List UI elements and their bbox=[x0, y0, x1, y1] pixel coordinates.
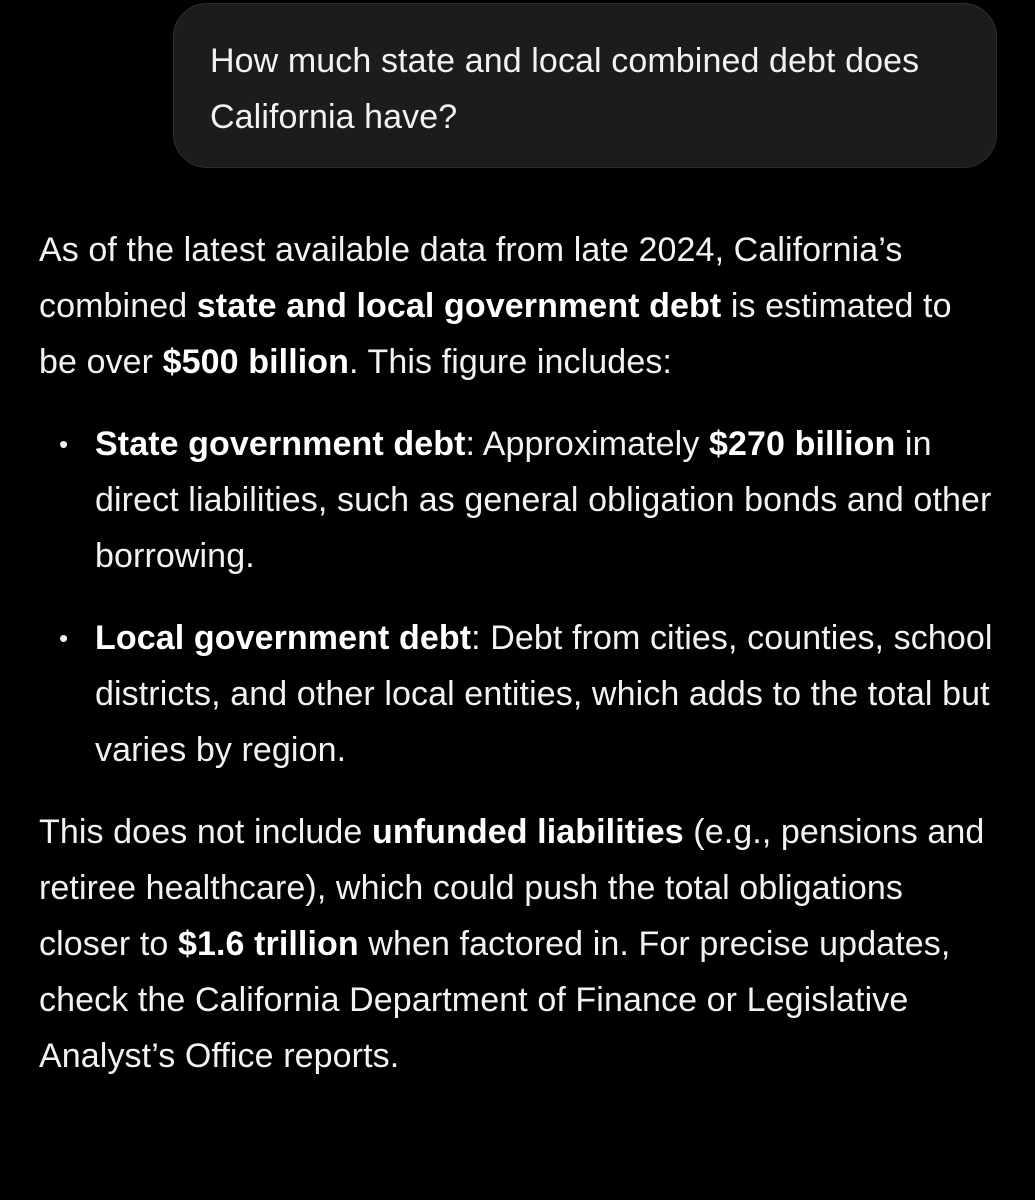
text-segment: is estimated to be over bbox=[39, 287, 952, 381]
text-segment: : Approximately bbox=[465, 425, 709, 463]
text-segment: when factored in. For precise updates, check the California Department of Finance or Legislative Analyst’s Office reports. bbox=[39, 925, 951, 1075]
text-segment: This does not include bbox=[39, 813, 372, 851]
bold-text-segment: state and local government debt bbox=[196, 287, 722, 325]
text-segment: . This figure includes: bbox=[349, 343, 672, 381]
user-message-text: How much state and local combined debt does California have? bbox=[210, 42, 920, 136]
intro-paragraph bbox=[39, 222, 999, 390]
text-segment: (e.g., pensions and retiree healthcare), which could push the total obligations closer to bbox=[39, 813, 985, 963]
text-segment: As of the latest available data from late 2024, California’s combined bbox=[39, 231, 903, 325]
list-item bbox=[39, 610, 999, 778]
outro-paragraph bbox=[39, 804, 999, 1084]
bold-text-segment: $270 billion bbox=[709, 425, 896, 463]
list-item bbox=[39, 416, 999, 584]
bold-text-segment: $1.6 trillion bbox=[177, 925, 359, 963]
user-message-bubble bbox=[173, 3, 997, 168]
text-segment: : Debt from cities, counties, school districts, and other local entities, which adds to the total but varies by region. bbox=[95, 619, 993, 769]
assistant-response bbox=[39, 222, 999, 1084]
text-segment: in direct liabilities, such as general obligation bonds and other borrowing. bbox=[95, 425, 992, 575]
bold-text-segment: unfunded liabilities bbox=[371, 813, 684, 851]
bullet-list bbox=[39, 416, 999, 778]
bullet-icon: • bbox=[59, 623, 69, 653]
bold-text-segment: Local government debt bbox=[95, 619, 472, 657]
bold-text-segment: $500 billion bbox=[162, 343, 350, 381]
bold-text-segment: State government debt bbox=[95, 425, 466, 463]
bullet-icon: • bbox=[59, 429, 69, 459]
